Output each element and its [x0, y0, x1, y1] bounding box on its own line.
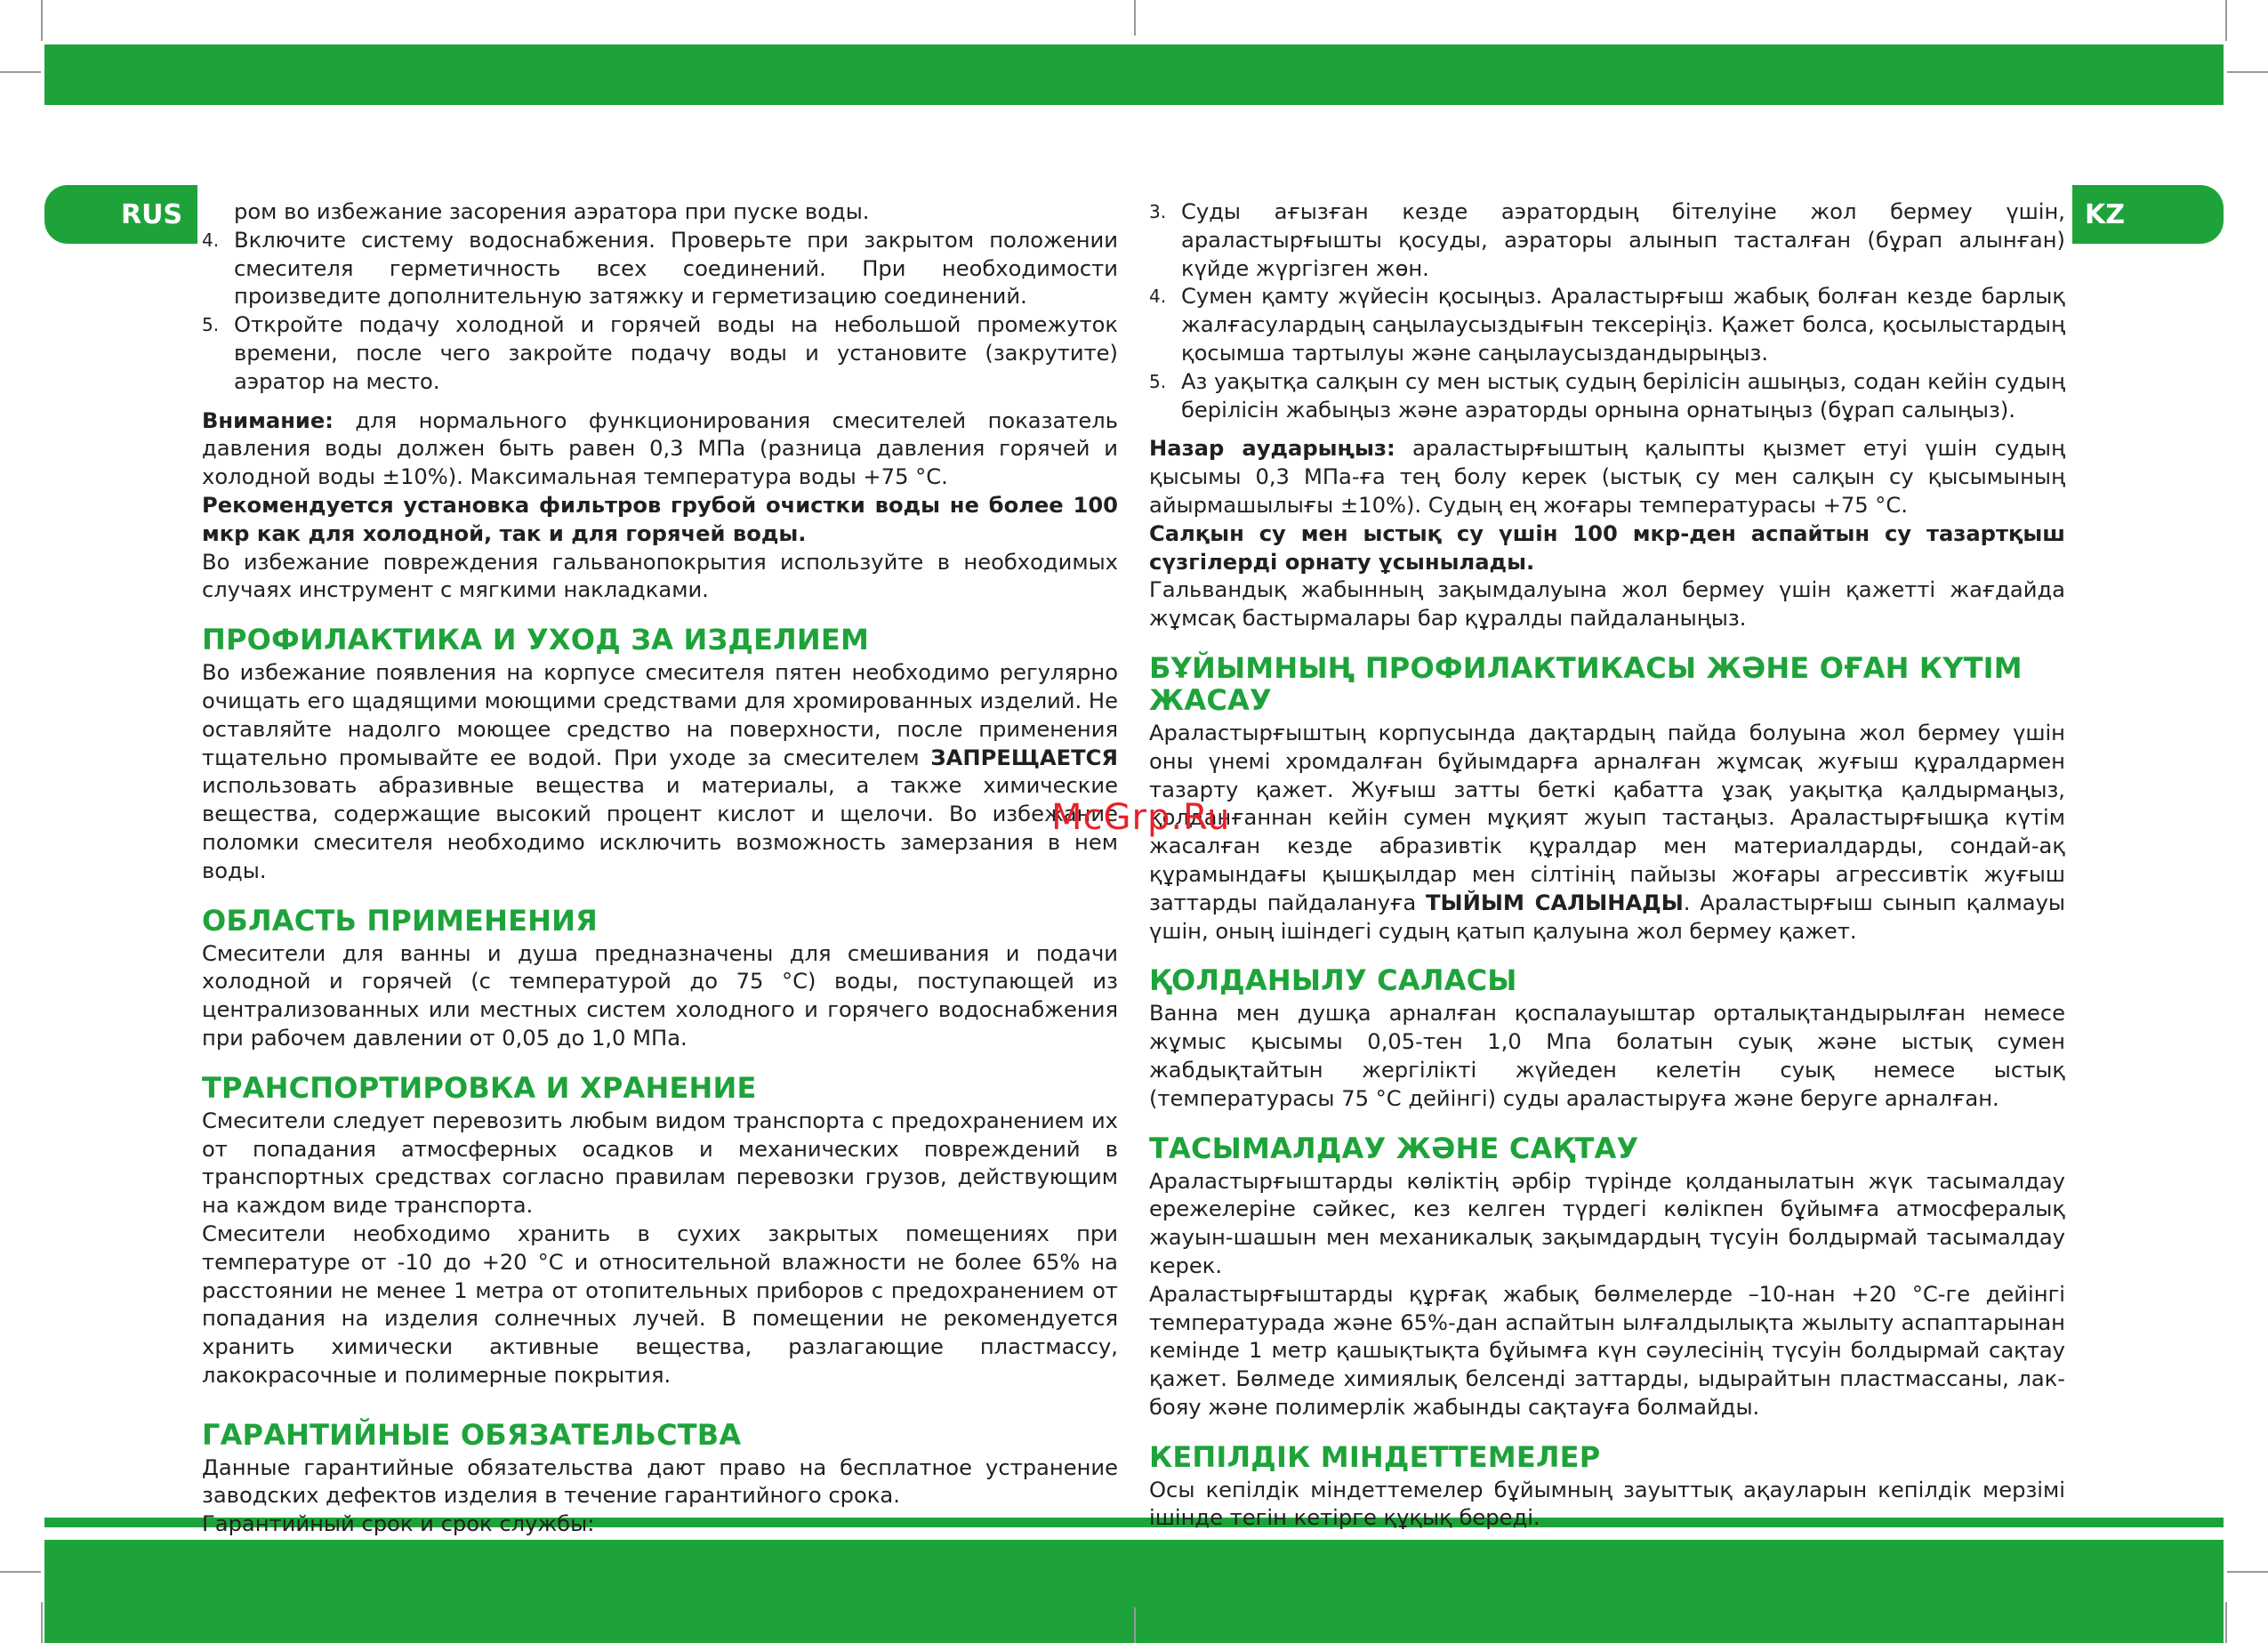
kz-scope-heading: ҚОЛДАНЫЛУ САЛАСЫ — [1149, 963, 1517, 998]
care-text-part: Во избежание появления на корпусе смесителя пятен необходимо регулярно очищать его щадящими моющими средствами для хромированных изделий. Не оставляйте надолго моющее средство на поверхности, после применения тщательно промывайте ее водой. При уходе за смесителем — [202, 660, 1118, 770]
kz-step-4 — [1149, 283, 2065, 367]
care-forbidden: ЗАПРЕЩАЕТСЯ — [930, 745, 1118, 770]
rus-warranty-text: Данные гарантийные обязательства дают право на бесплатное устранение заводских дефектов изделия в течение гарантийного срока. — [202, 1454, 1118, 1509]
watermark: McGrp.Ru — [1051, 797, 1231, 838]
rus-scope-text: Смесители для ванны и душа предназначены для смешивания и подачи холодной и горячей (с температурой до 75 °С) воды, поступающей из централизованных или местных систем холодного и горячего водоснабжения при рабочем давлении от 0,05 до 1,0 МПа. — [202, 940, 1118, 1051]
step-number: 5. — [1149, 370, 1167, 392]
rus-care-heading: ПРОФИЛАКТИКА И УХОД ЗА ИЗДЕЛИЕМ — [202, 623, 870, 657]
step-text: Включите систему водоснабжения. Проверьте при закрытом положении смесителя герметичность всех соединений. При необходимости произведите дополнительную затяжку и герметизацию соединений. — [234, 227, 1118, 310]
step-number: 5. — [202, 314, 220, 336]
rus-warranty-term: Гарантийный срок и срок службы: — [202, 1511, 595, 1537]
crop-mark — [41, 0, 43, 41]
attention-text: араластырғыштың қалыпты қызмет етуі үшін судың қысымы 0,3 МПа-ға тең болу керек (ыстық су мен салқын су қысымының айырмашылығы ±10%). Судың ең жоғары температурасы +75 °С. — [1149, 436, 2065, 518]
step-number: 3. — [1149, 201, 1167, 222]
rus-scope-heading: ОБЛАСТЬ ПРИМЕНЕНИЯ — [202, 903, 598, 938]
crop-mark — [2227, 1571, 2268, 1573]
kz-attention — [1149, 435, 2065, 519]
rus-warranty-heading: ГАРАНТИЙНЫЕ ОБЯЗАТЕЛЬСТВА — [202, 1417, 742, 1452]
kz-storage-text: Араластырғыштарды құрғақ жабық бөлмелерде –10-нан +20 °С-ге дейінгі температурада және 65%-дан аспайтын ылғалдылықта жылыту аспаптарынан кемінде 1 метр қашықтықта бұйымға күн сәулесінің түсуін болдырмай сақтау қажет. Бөлмеде химиялық белсенді заттарды, ыдырайтын пластмассаны, лак-бояу және полимерлік жабынды сақтауға болмайды. — [1149, 1281, 2065, 1420]
language-tab-kz: KZ — [2072, 185, 2224, 244]
kz-warranty-heading: КЕПІЛДІК МІНДЕТТЕМЕЛЕР — [1149, 1439, 1601, 1474]
step-number: 4. — [202, 229, 220, 251]
step-text: Аз уақытқа салқын су мен ыстық судың берілісін ашыңыз, содан кейін судың берілісін жабыңыз және аэраторды орнына орнатыңыз (бұрап салыңыз). — [1181, 368, 2065, 423]
rus-attention — [202, 407, 1118, 492]
rus-continued-step: ром во избежание засорения аэратора при пуске воды. — [234, 199, 870, 224]
kz-warranty-text: Осы кепілдік міндеттемелер бұйымның зауыттық ақауларын кепілдік мерзімі ішінде тегін кетірге құқық береді. — [1149, 1477, 2065, 1531]
kz-scope-text: Ванна мен душқа арналған қоспалауыштар орталықтандырылған немесе жұмыс қысымы 0,05-тен 1,0 Мпа болатын суық және ыстық сумен жабдықтайтын жергілікті жүйеден келетін суық немесе ыстық (температурасы 75 °С дейінгі) суды араластыруға және беруге арналған. — [1149, 1001, 2065, 1111]
care-text-part: использовать абразивные вещества и материалы, а также химические вещества, содержащие высокий процент кислот и щелочи. Во избежание поломки смесителя необходимо исключить возможность замерзания в нем воды. — [202, 773, 1118, 883]
kz-column — [1149, 198, 2065, 1533]
crop-mark — [0, 71, 41, 73]
crop-mark — [0, 1571, 41, 1573]
care-text-part: Араластырғыштың корпусында дақтардың пайда болуына жол бермеу үшін оны үнемі хромдалған бұйымдарға арналған жұмсақ жуғыш құралдармен тазарту қажет. Жуғыш затты беткі қабатта ұзақ уақытқа қалдырмаңыз, қолданғаннан кейін сумен мұқият жуып тастаңыз. Араластырғышқа күтім жасалған кезде абразивтік құралдар мен материалдарды, сондай-ақ құрамындағы қышқылдар мен сілтінің пайызы жоғары агрессивтік жуғыш заттарды пайдалануға — [1149, 720, 2065, 915]
crop-mark — [2225, 0, 2227, 41]
crop-mark — [1134, 1607, 1136, 1643]
rus-filter-note: Рекомендуется установка фильтров грубой очистки воды не более 100 мкр как для холодной, так и для горячей воды. — [202, 492, 1118, 546]
rus-transport-text: Смесители следует перевозить любым видом транспорта с предохранением их от попадания атмосферных осадков и механических повреждений в транспортных средствах согласно правилам перевозки грузов, действующим на каждом виде транспорта. — [202, 1107, 1118, 1219]
language-tab-rus: RUS — [44, 185, 197, 244]
care-forbidden: ТЫЙЫМ САЛЫНАДЫ — [1426, 890, 1684, 915]
top-green-band — [44, 44, 2224, 105]
step-text: Сумен қамту жүйесін қосыңыз. Араластырғыш жабық болған кезде барлық жалғасулардың саңылаусыздығын тексеріңіз. Қажет болса, қосылыстардың қосымша тартылуы және саңылаусыздандырыңыз. — [1181, 284, 2065, 366]
rus-transport-heading: ТРАНСПОРТИРОВКА И ХРАНЕНИЕ — [202, 1070, 757, 1105]
kz-care-text — [1149, 720, 2065, 946]
crop-mark — [2227, 71, 2268, 73]
rus-care-text — [202, 659, 1118, 885]
rus-column — [202, 198, 1118, 1539]
rus-step-5 — [202, 311, 1118, 396]
attention-label: Внимание: — [202, 407, 334, 433]
kz-filter-note: Салқын су мен ыстық су үшін 100 мкр-ден аспайтын су тазартқыш сүзгілерді орнату ұсынылады. — [1149, 520, 2065, 575]
kz-care-heading: БҰЙЫМНЫҢ ПРОФИЛАКТИКАСЫ ЖӘНЕ ОҒАН КҮТІМ ЖАСАУ — [1149, 650, 2023, 717]
crop-mark — [2225, 1602, 2227, 1643]
crop-mark — [1134, 0, 1136, 36]
care-text-part: . Араластырғыш сынып қалмауы үшін, оның ішіндегі судың қатып қалуына жол бермеу қажет. — [1149, 890, 2065, 944]
kz-step-3 — [1149, 198, 2065, 283]
step-text: Откройте подачу холодной и горячей воды на небольшой промежуток времени, после чего закройте подачу воды и установите (закрутите) аэратор на место. — [234, 312, 1118, 394]
kz-step-5 — [1149, 368, 2065, 425]
kz-transport-heading: ТАСЫМАЛДАУ ЖӘНЕ САҚТАУ — [1149, 1131, 1639, 1165]
crop-mark — [41, 1602, 43, 1643]
step-number: 4. — [1149, 286, 1167, 308]
attention-text: для нормального функционирования смесителей показатель давления воды должен быть равен 0,3 МПа (разница давления горячей и холодной воды ±10%). Максимальная температура воды +75 °С. — [202, 407, 1118, 490]
rus-storage-text: Смесители необходимо хранить в сухих закрытых помещениях при температуре от -10 до +20 °С и относительной влажности не более 65% на расстоянии не менее 1 метра от отопительных приборов с предохранением от попадания на изделия солнечных лучей. В помещении не рекомендуется хранить химически активные вещества, разлагающие пластмассу, лакокрасочные и полимерные покрытия. — [202, 1220, 1118, 1388]
kz-galvanic-note: Гальвандық жабынның зақымдалуына жол бермеу үшін қажетті жағдайда жұмсақ бастырмалары бар құралды пайдаланыңыз. — [1149, 577, 2065, 632]
step-text: Суды ағызған кезде аэратордың бітелуіне жол бермеу үшін, араластырғышты қосуды, аэраторы алынып тасталған (бұрап алынған) күйде жүргізген жөн. — [1181, 199, 2065, 281]
rus-step-4 — [202, 227, 1118, 311]
attention-label: Назар аударыңыз: — [1149, 436, 1395, 462]
rus-galvanic-note: Во избежание повреждения гальванопокрытия используйте в необходимых случаях инструмент с мягкими накладками. — [202, 549, 1118, 603]
kz-transport-text: Араластырғыштарды көліктің әрбір түрінде қолданылатын жүк тасымалдау ережелеріне сәйкес, кез келген түрдегі көлікпен бұйымға атмосфералық жауын-шашын мен механикалық зақымдардың түсуін болдырмай тасымалдау керек. — [1149, 1168, 2065, 1278]
